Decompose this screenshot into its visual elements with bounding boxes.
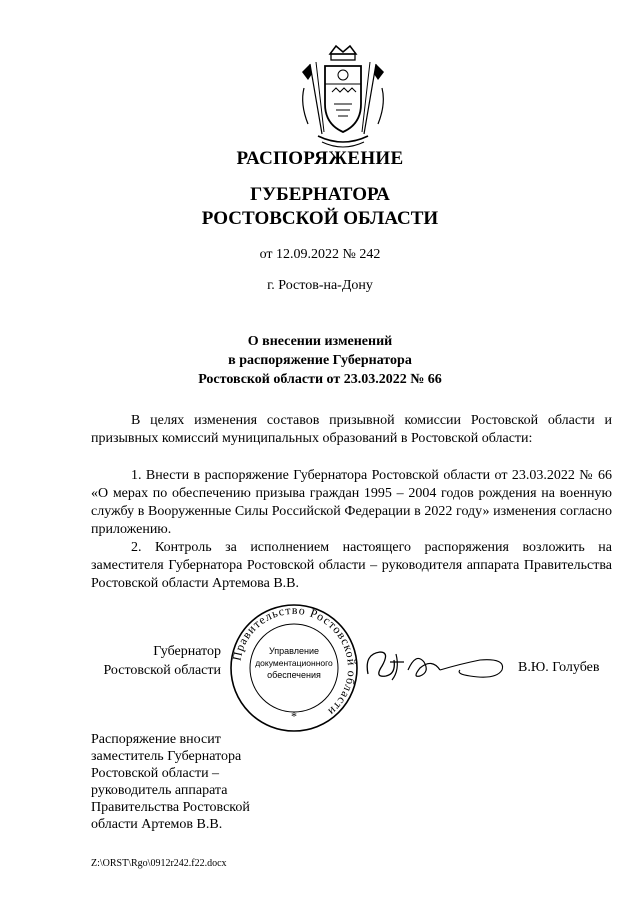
subject-line-1: О внесении изменений	[247, 334, 393, 349]
document-type: РАСПОРЯЖЕНИЕ	[236, 148, 404, 169]
stamp-inner-line-3: обеспечения	[267, 670, 321, 680]
note-line-6: области Артемов В.В.	[91, 817, 223, 832]
signatory-name: В.Ю. Голубев	[518, 660, 600, 675]
stamp-inner-line-2: документационного	[255, 658, 333, 668]
item-1-paragraph: 1. Внести в распоряжение Губернатора Ростовской области от 23.03.2022 № 66 «О мерах по обеспечению призыва граждан 1995 – 2004 годов рождения на военную службу в Вооруженные Силы Российской Федерации в 2022 году» изменения согласно приложению.	[91, 468, 612, 537]
item-2-paragraph: 2. Контроль за исполнением настоящего распоряжения возложить на заместителя Губернатора Ростовской области – руководителя аппарата Правительства Ростовской области Артемова В.В.	[91, 540, 612, 591]
signatory-position	[91, 642, 221, 680]
issuer	[0, 183, 640, 231]
file-path: Z:\ORST\Rgo\0912r242.f22.docx	[91, 858, 227, 869]
note-line-2: заместитель Губернатора	[91, 749, 242, 764]
submitter-note	[91, 731, 291, 833]
position-line-1: Губернатор	[153, 644, 221, 659]
city: г. Ростов-на-Дону	[267, 278, 373, 293]
document-subject	[0, 332, 640, 389]
stamp-ring-text: Правительство Ростовской области	[229, 602, 360, 720]
issuer-line-1: ГУБЕРНАТОРА	[250, 184, 390, 205]
official-stamp	[228, 602, 360, 734]
note-line-5: Правительства Ростовской	[91, 800, 250, 815]
note-line-4: руководитель аппарата	[91, 783, 228, 798]
date-number: от 12.09.2022 № 242	[259, 247, 381, 262]
preamble-paragraph: В целях изменения составов призывной комиссии Ростовской области и призывных комиссий муниципальных образований в Ростовской области:	[91, 413, 612, 446]
stamp-star: *	[291, 709, 297, 723]
note-line-3: Ростовской области –	[91, 766, 220, 781]
issuer-line-2: РОСТОВСКОЙ ОБЛАСТИ	[201, 208, 439, 229]
handwritten-signature	[360, 640, 510, 688]
subject-line-3: Ростовской области от 23.03.2022 № 66	[198, 372, 442, 387]
note-line-1: Распоряжение вносит	[91, 732, 221, 747]
subject-line-2: в распоряжение Губернатора	[228, 353, 412, 368]
position-line-2: Ростовской области	[103, 663, 221, 678]
stamp-inner-line-1: Управление	[268, 646, 320, 656]
coat-of-arms-icon	[298, 44, 388, 152]
